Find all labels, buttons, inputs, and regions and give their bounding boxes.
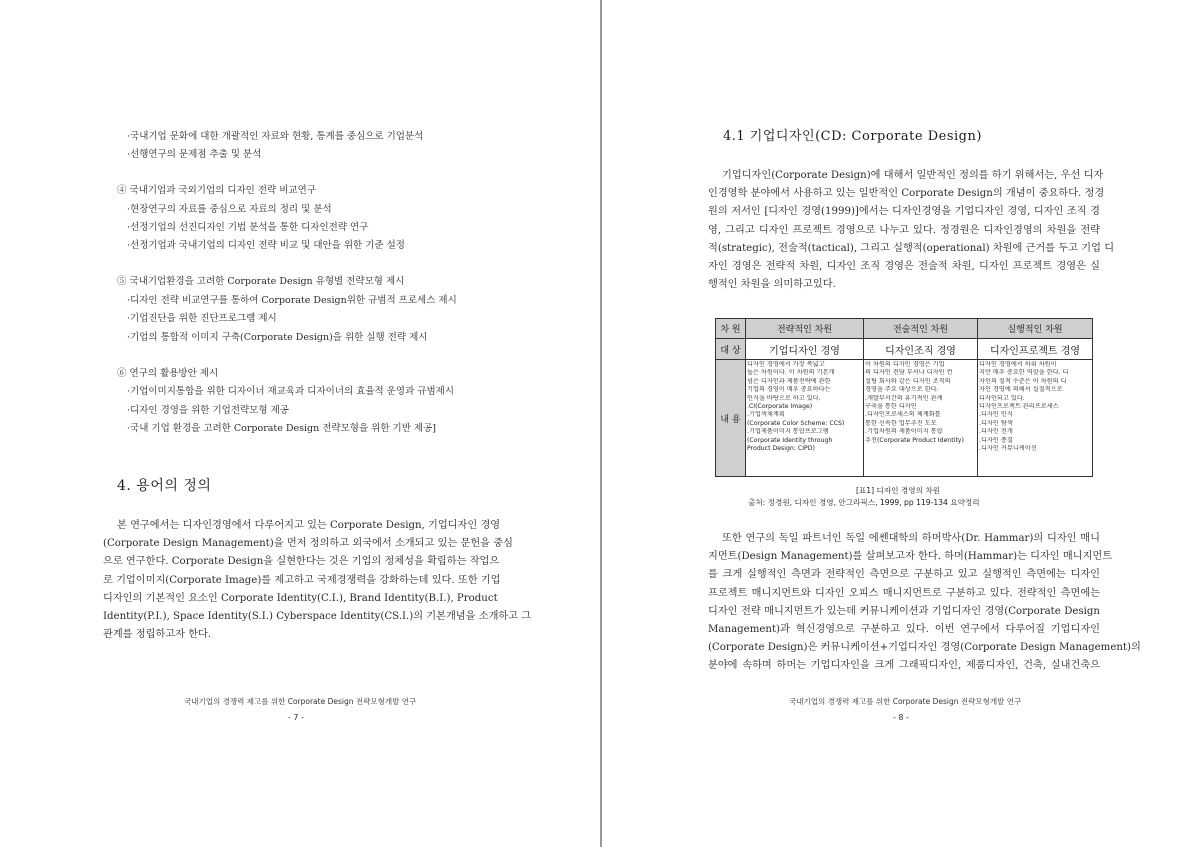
paragraph-line: (Corporate Design Management)을 먼저 정의하고 외국에서 소개되고 있는 문헌을 중심 bbox=[103, 538, 513, 550]
list-item: ·기업이미지통합을 위한 디자이너 재교육과 디자이너의 효율적 운영과 규범제시 bbox=[127, 386, 455, 397]
paragraph-line: Identity(P.I.), Space Identity(S.I.) Cyberspace Identity(CS.I.)의 기본개념을 소개하고 그 bbox=[103, 611, 532, 623]
list-item: ·선정기업의 선진디자인 기법 분석을 통한 디자인전략 연구 bbox=[127, 222, 369, 233]
paragraph-line: 원의 저서인 [디자인 경영(1999)]에서는 디자인경영을 기업디자인 경영, 디자인 조직 경 bbox=[708, 206, 1100, 218]
body-paragraph bbox=[708, 530, 1141, 676]
paragraph-line: 분야에 속하며 하머는 기업디자인을 크게 그래픽디자인, 제품디자인, 건축, 실내건축으 bbox=[708, 660, 1100, 672]
paragraph-line: 적(strategic), 전술적(tactical), 그리고 실행적(operational) 차원에 근거를 두고 기업 디 bbox=[708, 242, 1115, 254]
table-target-cell: 디자인조직 경영 bbox=[864, 339, 978, 360]
cell-line: .디자인 인식 bbox=[979, 411, 1013, 419]
cell-line: 디자인되고 있다. bbox=[979, 394, 1025, 402]
list-item: ·국내 기업 환경을 고려한 Corporate Design 전략모형을 위한 기반 제공] bbox=[127, 423, 436, 434]
cell-line: 인식을 바탕으로 하고 있다. bbox=[747, 394, 821, 402]
paragraph-line: 으로 연구한다. Corporate Design을 실현한다는 것은 기업의 정체성을 확립하는 작업으 bbox=[103, 556, 500, 568]
cell-line: .디자인 전개 bbox=[979, 428, 1013, 436]
cell-line: 지만 매우 중요한 역할을 한다. 디 bbox=[979, 369, 1069, 377]
table-source: 출처: 정경원, 디자인 경영, 안그라픽스, 1999, pp 119-134 요약정리 bbox=[748, 498, 980, 507]
cell-line: .디자인 탐색 bbox=[979, 419, 1013, 427]
paragraph-line: 또한 연구의 독일 파트너인 독일 에쎈대학의 하머박사(Dr. Hammar)의 디자인 매니 bbox=[722, 533, 1100, 544]
list-heading: ④ 국내기업과 국외기업의 디자인 전략 비교연구 bbox=[117, 185, 316, 196]
list-item: ·국내기업 문화에 대한 개괄적인 자료와 현황, 통계를 중심으로 기업분석 bbox=[127, 131, 424, 142]
table-content-cell bbox=[864, 360, 978, 477]
page-footer: 국내기업의 경쟁력 제고를 위한 Corporate Design 전략모형개발 연구 bbox=[789, 697, 1022, 706]
cell-line: 통한 신속한 업무추진 도모 bbox=[865, 419, 937, 427]
paragraph-line: Management)과 혁신경영으로 구분하고 있다. 이번 연구에서 다루어질 기업디자인 bbox=[708, 624, 1100, 636]
cell-line: 경영을 주요 대상으로 한다. bbox=[865, 386, 939, 394]
list-item: ·현장연구의 자료를 중심으로 자료의 정리 및 분석 bbox=[127, 204, 332, 215]
cell-line: Product Design: CIPD) bbox=[747, 445, 815, 453]
paragraph-line: 로 기업이미지(Corporate Image)를 제고하고 국제경쟁력을 강화하는데 있다. 또한 기업 bbox=[103, 574, 501, 586]
cell-line: 추진(Corporate Product Identity) bbox=[865, 436, 964, 444]
cell-line: 이 차원의 디자인 경영은 기업 bbox=[865, 361, 945, 368]
cell-line: .기업제품이미지 통합프로그램 bbox=[747, 428, 829, 436]
paragraph-line: 기업디자인(Corporate Design)에 대해서 일반적인 정의를 하기 위해서는, 우선 디자 bbox=[722, 170, 1104, 181]
table-caption: [표1] 디자인 경영의 차원 bbox=[856, 486, 941, 495]
list-item: ·디자인 전략 비교연구를 통하여 Corporate Design위한 규범적 프로세스 제시 bbox=[127, 295, 457, 306]
cell-line: .기업차원의 제품이미지 통합 bbox=[865, 428, 943, 436]
paragraph-line: 영, 그리고 디자인 프로젝트 경영으로 나누고 있다. 정경원은 디자인경영의 차원을 전략 bbox=[708, 224, 1100, 236]
paragraph-line: 디자인 전략 매니지먼트가 있는데 커뮤니케이션과 기업디자인 경영(Corporate Design bbox=[708, 605, 1100, 617]
table-header-cell: 전략적인 차원 bbox=[746, 319, 864, 339]
table-header-cell: 실행적인 차원 bbox=[978, 319, 1093, 339]
table-content-cell bbox=[978, 360, 1093, 477]
cell-line: 디자인프로젝트 관리프로세스 bbox=[979, 403, 1059, 411]
cell-line: .디자인프로세스의 체계화를 bbox=[865, 411, 941, 419]
cell-line: 디자인 경영에서 하위 차원이 bbox=[979, 361, 1057, 368]
table-target-label: 대 상 bbox=[716, 339, 746, 360]
cell-line: 념은 디자인과 제품전략에 관한 bbox=[747, 377, 831, 385]
list-item: ·디자인 경영을 위한 기업전략모형 제공 bbox=[127, 405, 289, 416]
cell-line: 디자인 경영에서 가장 폭넓고 bbox=[747, 361, 825, 368]
body-paragraph bbox=[103, 517, 532, 644]
cell-line: (Corporate Identity through bbox=[747, 436, 833, 444]
paragraph-line: 인경영학 분야에서 사용하고 있는 일반적인 Corporate Design의 개념이 중요하다. 정경 bbox=[708, 188, 1105, 200]
table-header-label: 차 원 bbox=[716, 319, 746, 339]
right-page bbox=[602, 0, 1202, 847]
paragraph-line: 디자인의 기본적인 요소인 Corporate Identity(C.I.), Brand Identity(B.I.), Product bbox=[103, 592, 498, 604]
table-content-label: 내 용 bbox=[716, 360, 746, 477]
cell-line: .개발부서간의 유기적인 관계 bbox=[865, 394, 943, 402]
list-item: ·기업진단을 위한 진단프로그램 제시 bbox=[127, 313, 277, 324]
list-item: ·선정기업과 국내기업의 디자인 전략 비교 및 대안을 위한 기준 설정 bbox=[127, 240, 405, 251]
paragraph-line: 자인 경영은 전략적 차원, 디자인 조직 경영은 전술적 차원, 디자인 프로젝트 경영은 실 bbox=[708, 261, 1100, 273]
list-item: ·기업의 통합적 이미지 구축(Corporate Design)을 위한 실행 전략 제시 bbox=[127, 332, 428, 343]
paragraph-line: 를 크게 실행적인 측면과 전략적인 측면으로 구분하고 있고 실행적인 측면에는 디자인 bbox=[708, 569, 1100, 581]
section-title: 4. 용어의 정의 bbox=[117, 478, 212, 494]
paragraph-line: (Corporate Design)은 커뮤니케이션+기업디자인 경영(Corporate Design Management)의 bbox=[708, 642, 1141, 654]
page-number: - 7 - bbox=[288, 713, 304, 722]
table-target-cell: 기업디자인 경영 bbox=[746, 339, 864, 360]
list-item: ·선행연구의 문제점 추출 및 분석 bbox=[127, 149, 262, 160]
cell-line: 자인 경영에 의해서 실질적으로 bbox=[979, 386, 1063, 394]
list-heading: ⑤ 국내기업환경을 고려한 Corporate Design 유형별 전략모형 제시 bbox=[117, 276, 405, 287]
paragraph-line: 본 연구에서는 디자인경영에서 다루어지고 있는 Corporate Design, 기업디자인 경영 bbox=[117, 520, 501, 531]
cell-line: .디자인 커뮤니케이션 bbox=[979, 445, 1037, 453]
page-footer: 국내기업의 경쟁력 제고를 위한 Corporate Design 전략모형개발 연구 bbox=[184, 697, 417, 706]
cell-line: 설팅 회사와 같은 디자인 조직의 bbox=[865, 377, 951, 385]
paragraph-line: 프로젝트 매니지먼트와 디자인 오피스 매니지먼트로 구분하고 있다. 전략적인 측면에는 bbox=[708, 587, 1100, 599]
cell-line: .CI(Corporate Image) bbox=[747, 403, 813, 411]
page-number: - 8 - bbox=[893, 713, 909, 722]
paragraph-line: 지먼트(Design Management)를 살펴보고자 한다. 하머(Hammar)는 디자인 매니지먼트 bbox=[708, 551, 1113, 563]
cell-line: 높은 차원이다. 이 차원의 기본개 bbox=[747, 369, 835, 377]
table-header-cell: 전술적인 차원 bbox=[864, 319, 978, 339]
cell-line: 구축을 통한 디자인 bbox=[865, 403, 917, 411]
cell-line: 의 디자인 전담 부서나 디자인 컨 bbox=[865, 369, 953, 377]
paragraph-line: 행적인 차원을 의미하고있다. bbox=[708, 279, 836, 291]
body-paragraph bbox=[708, 167, 1115, 294]
section-title: 4.1 기업디자인(CD: Corporate Design) bbox=[723, 129, 982, 144]
cell-line: (Corporate Color Scheme: CCS) bbox=[747, 419, 845, 427]
cell-line: 자인의 질적 수준은 이 차원의 디 bbox=[979, 377, 1067, 385]
design-management-table bbox=[715, 318, 1093, 477]
cell-line: .기업색채계획 bbox=[747, 411, 785, 419]
table-target-cell: 디자인프로젝트 경영 bbox=[978, 339, 1093, 360]
cell-line: 기업의 경영이 매우 중요하다는 bbox=[747, 386, 831, 394]
paragraph-line: 관계를 정립하고자 한다. bbox=[103, 629, 212, 641]
list-heading: ⑥ 연구의 활용방안 제시 bbox=[117, 368, 219, 379]
cell-line: .디자인 종결 bbox=[979, 436, 1013, 444]
table-content-cell bbox=[746, 360, 864, 477]
